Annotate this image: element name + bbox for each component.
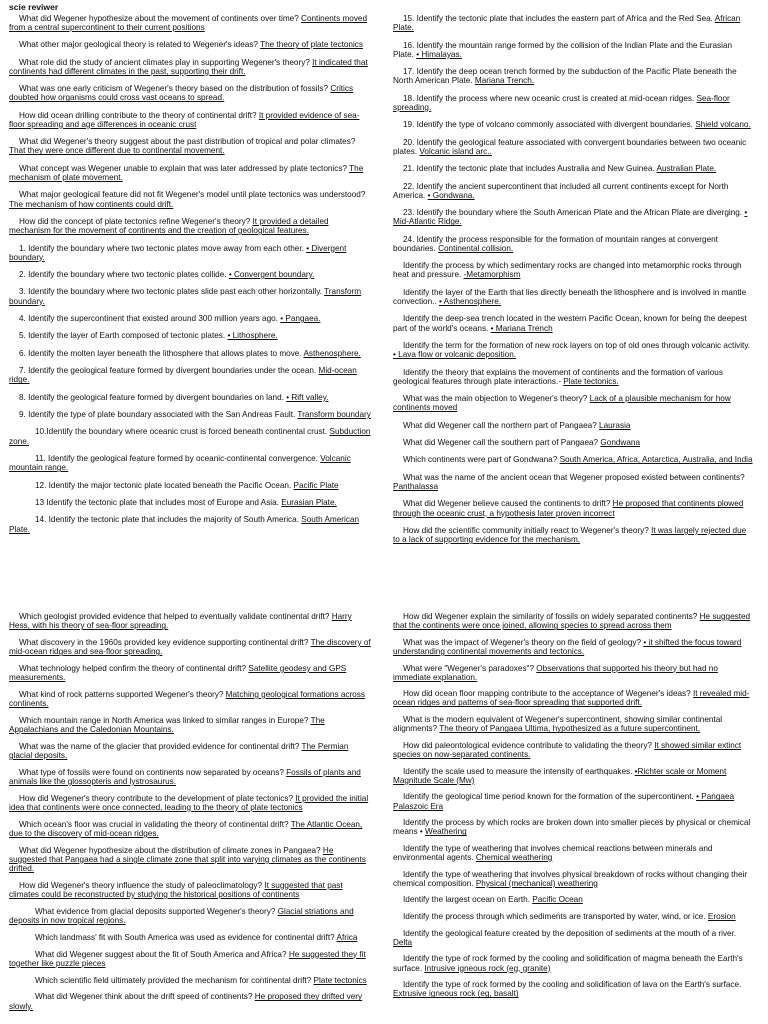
question-text: What was the impact of Wegener's theory on the field of geology? [403, 637, 642, 647]
answer-text: Glacial striations and deposits in now tropical regions. [9, 906, 354, 926]
column-4 [393, 612, 755, 1006]
question-item [9, 976, 371, 985]
question-item [393, 870, 755, 888]
question-text: Which scientific field ultimately provided the mechanism for continental drift? [35, 975, 312, 985]
question-text: 14. Identify the tectonic plate that includes the majority of South America. [35, 515, 299, 525]
question-item [393, 368, 755, 386]
question-text: How did the concept of plate tectonics refine Wegener's theory? [19, 216, 251, 226]
question-item [9, 427, 371, 445]
answer-text: It revealed mid-ocean ridges and patterns of sea-floor spreading that supported drift. [393, 689, 750, 708]
question-item [9, 881, 371, 899]
question-item [393, 394, 755, 412]
question-item [9, 481, 371, 490]
question-item [9, 742, 371, 760]
question-item [9, 349, 371, 358]
answer-text: Lack of a plausible mechanism for how continents moved [393, 394, 731, 413]
answer-text: The Appalachians and the Caledonian Mountains. [9, 715, 325, 735]
answer-text: • Pangaea Palaszoic Era [393, 792, 735, 811]
question-text: 18. Identify the process where new oceanic crust is created at mid-ocean ridges. [403, 93, 695, 103]
question-item [393, 455, 755, 464]
question-text: What did Wegener suggest about the fit of South America and Africa? [35, 949, 287, 959]
question-text: 21. Identify the tectonic plate that includes Australia and New Guinea. [403, 164, 655, 174]
question-text: 9. Identify the type of plate boundary associated with the San Andreas Fault. [19, 410, 296, 420]
question-text: 1. Identify the boundary where two tectonic plates move away from each other. [19, 243, 304, 253]
question-text: How did Wegener explain the similarity of fossils on widely separated continents? [403, 612, 698, 621]
question-text: 7. Identify the geological feature formed by divergent boundaries under the ocean. [19, 366, 317, 376]
question-text: What discovery in the 1960s provided key evidence supporting continental drift? [19, 637, 309, 647]
question-text: 15. Identify the tectonic plate that includes the eastern part of Africa and the Red Sea. [403, 14, 713, 23]
answer-text: Observations that supported his theory but had no immediate explanation. [393, 663, 718, 682]
answer-text: Shield volcano. [695, 120, 751, 130]
answer-text: Pacific Ocean [532, 895, 583, 905]
question-item [9, 950, 371, 968]
answer-text: It showed similar extinct species on now-separated continents. [393, 740, 742, 760]
question-item [9, 111, 371, 129]
question-item [9, 270, 371, 279]
question-item [9, 515, 371, 533]
question-item [9, 314, 371, 323]
question-item [393, 438, 755, 447]
question-item [9, 84, 371, 102]
question-item [393, 288, 755, 306]
question-item [393, 715, 755, 733]
question-text: Identify the layer of the Earth that lies directly beneath the lithosphere and is involved in mantle convection.. [393, 287, 747, 306]
answer-text: It was largely rejected due to a lack of supporting evidence for the mechanism. [393, 525, 747, 545]
question-item [393, 120, 755, 129]
question-text: What did Wegener's theory suggest about the past distribution of tropical and polar climates? [19, 137, 356, 147]
question-text: 20. Identify the geological feature associated with convergent boundaries between two oceanic plates. [393, 137, 747, 156]
question-text: What did Wegener call the southern part of Pangaea? [403, 438, 599, 447]
question-item [9, 498, 371, 507]
question-text: 6. Identify the molten layer beneath the lithosphere that allows plates to move. [19, 348, 302, 358]
question-item [393, 314, 755, 332]
question-text: Identify the type of weathering that involves chemical reactions between minerals and environmental agents. [393, 843, 713, 863]
answer-text: Erosion [707, 912, 736, 921]
answer-text: • Gondwana. [427, 190, 475, 200]
question-item [9, 933, 371, 942]
answer-text: He proposed they drifted very slowly. [9, 992, 363, 1011]
question-text: Identify the process by which rocks are broken down into smaller pieces by physical or chemical means • [393, 818, 751, 837]
question-text: How did ocean floor mapping contribute to the acceptance of Wegener's ideas? [403, 689, 691, 699]
answer-text: Continents moved from a central supercontinent to their current positions [9, 13, 368, 32]
question-item [393, 912, 755, 921]
answer-text: • Mariana Trench [490, 323, 553, 333]
answer-text: Critics doubted how organisms could cross vast oceans to spread. [9, 84, 354, 103]
question-text: 13 Identify the tectonic plate that includes most of Europe and Asia. [35, 497, 279, 507]
column-1 [9, 3, 371, 542]
answer-text: South American Plate. [9, 515, 360, 534]
question-item [393, 638, 755, 656]
question-text: What did Wegener hypothesize about the movement of continents over time? [19, 13, 299, 23]
answer-text: Transform boundary. [9, 287, 362, 306]
answer-text: Transform boundary [297, 410, 371, 420]
answer-text: -Metamorphism [463, 270, 521, 280]
answer-text: Volcanic mountain range. [9, 454, 351, 473]
answer-text: Gondwana [600, 438, 640, 447]
answer-text: • Himalayas. [416, 49, 462, 59]
question-text: 19. Identify the type of volcano commonly associated with divergent boundaries. [403, 120, 693, 130]
answer-text: The Atlantic Ocean, due to the discovery of mid-ocean ridges. [9, 819, 363, 838]
question-item [393, 689, 755, 707]
answer-text: Physical (mechanical) weathering [475, 878, 598, 888]
answer-text: The Permian glacial deposits. [9, 741, 349, 761]
question-item [9, 164, 371, 182]
question-text: Identify the theory that explains the movement of continents and the formation of various geological features through plate interactions.- [393, 367, 723, 386]
question-text: What was the name of the ancient ocean that Wegener proposed existed between continents? [403, 472, 745, 482]
answer-text: The theory of plate tectonics [260, 40, 363, 50]
answer-text: •Richter scale or Moment Magnitude Scale (Mw) [393, 766, 727, 785]
question-text: Identify the term for the formation of new rock layers on top of old ones through volcanic activity. [403, 340, 751, 350]
question-text: What major geological feature did not fit Wegener's model until plate tectonics was understood? [19, 190, 366, 200]
answer-text: Mariana Trench. [474, 76, 535, 86]
question-text: What role did the study of ancient climates play in supporting Wegener's theory? [19, 57, 310, 67]
question-text: 22. Identify the ancient supercontinent that included all current continents except for North America. [393, 181, 729, 200]
question-item [393, 473, 755, 491]
question-text: 24. Identify the process responsible for the formation of mountain ranges at convergent boundaries. [393, 234, 718, 253]
question-item [9, 794, 371, 812]
question-text: What did Wegener think about the drift speed of continents? [35, 992, 253, 1002]
question-text: 5. Identify the layer of Earth composed of tectonic plates. [19, 331, 226, 341]
answer-text: Africa [336, 932, 358, 942]
question-text: What other major geological theory is related to Wegener's ideas? [19, 40, 258, 50]
answer-text: • it shifted the focus toward understanding continental movements and tectonics. [393, 637, 742, 656]
question-text: 10.Identify the boundary where oceanic crust is forced beneath continental crust. [35, 427, 328, 437]
question-item [9, 217, 371, 235]
question-item [9, 14, 371, 32]
question-item [393, 41, 755, 59]
answer-text: African Plate. [393, 14, 741, 33]
question-item [393, 526, 755, 544]
answer-text: The mechanism of plate movement. [9, 163, 364, 182]
answer-text: The discovery of mid-ocean ridges and sea-floor spreading. [9, 637, 371, 657]
question-item [9, 768, 371, 786]
question-text: 8. Identify the geological feature formed by divergent boundaries on land. [19, 392, 284, 402]
answer-text: Mid-ocean ridge. [9, 366, 357, 385]
answer-text: Harry Hess, with his theory of sea-floor spreading. [9, 612, 352, 631]
column-2 [393, 14, 755, 552]
page-title: scie reviwer [9, 2, 59, 12]
question-text: Identify the geological feature created by the deposition of sediments at the mouth of a river. [403, 928, 737, 938]
question-item [393, 818, 755, 836]
question-item [9, 58, 371, 76]
question-text: Identify the type of rock formed by the cooling and solidification of lava on the Earth's surface. [403, 980, 742, 990]
question-item [9, 992, 371, 1010]
answer-text: Delta [393, 937, 413, 947]
question-text: Which geologist provided evidence that helped to eventually validate continental drift? [19, 612, 330, 621]
question-item [9, 638, 371, 656]
question-item [9, 907, 371, 925]
question-item [393, 844, 755, 862]
question-text: What did Wegener believe caused the continents to drift? [403, 499, 611, 509]
question-text: Identify the type of weathering that involves physical breakdown of rocks without changing their chemical composition. [393, 869, 748, 888]
answer-text: Panthalassa [393, 481, 439, 491]
question-item [393, 954, 755, 972]
question-item [9, 244, 371, 262]
answer-text: He suggested they fit together like puzzle pieces [9, 949, 366, 968]
question-text: Identify the deep-sea trench located in the western Pacific Ocean, known for being the deepest part of the world's oceans. [393, 314, 747, 333]
question-item [393, 664, 755, 682]
answer-text: • Rift valley. [286, 392, 329, 402]
answer-text: Chemical weathering [475, 853, 553, 863]
question-item [393, 14, 755, 32]
answer-text: The mechanism of how continents could drift. [9, 199, 174, 209]
question-text: What did Wegener hypothesize about the distribution of climate zones in Pangaea? [19, 845, 321, 855]
answer-text: • Lava flow or volcanic deposition. [393, 350, 517, 360]
question-item [9, 331, 371, 340]
question-text: Which mountain range in North America was linked to similar ranges in Europe? [19, 715, 309, 725]
answer-text: Intrusive igneous rock (eg, granite) [424, 963, 551, 973]
question-text: Identify the type of rock formed by the cooling and solidification of magma beneath the Earth's surface. [393, 954, 743, 973]
question-item [393, 792, 755, 810]
answer-text: Plate tectonics. [563, 376, 619, 386]
question-text: 17. Identify the deep ocean trench formed by the subduction of the Pacific Plate beneath the North American Plate. [393, 67, 737, 86]
question-text: How did the scientific community initially react to Wegener's theory? [403, 525, 649, 535]
question-text: How did ocean drilling contribute to the theory of continental drift? [19, 110, 257, 120]
question-text: How did Wegener's theory contribute to the development of plate tectonics? [19, 793, 294, 803]
question-text: What were "Wegener's paradoxes"? [403, 663, 535, 673]
answer-text: South America, Africa, Antarctica, Australia, and India [559, 455, 753, 465]
question-text: Which continents were part of Gondwana? [403, 455, 558, 465]
question-text: What was one early criticism of Wegener's theory based on the distribution of fossils? [19, 84, 329, 94]
question-item [9, 137, 371, 155]
question-item [393, 164, 755, 173]
question-item [393, 741, 755, 759]
question-item [9, 664, 371, 682]
question-text: What concept was Wegener unable to explain that was later addressed by plate tectonics? [19, 163, 347, 173]
question-text: How did Wegener's theory influence the study of paleoclimatology? [19, 880, 263, 890]
answer-text: He suggested that Pangaea had a single climate zone that split into varying climates as the continents drifted. [9, 845, 366, 874]
question-item [393, 208, 755, 226]
question-text: What is the modern equivalent of Wegener's supercontinent, showing similar continental alignments? [393, 715, 723, 734]
answer-text: Volcanic island arc.. [419, 146, 492, 156]
question-item [9, 190, 371, 208]
question-text: What type of fossils were found on continents now separated by oceans? [19, 767, 284, 777]
question-text: What was the name of the glacier that provided evidence for continental drift? [19, 741, 300, 751]
question-item [393, 138, 755, 156]
question-item [9, 410, 371, 419]
answer-text: Laurasia [599, 420, 631, 430]
question-item [393, 499, 755, 517]
question-text: 16. Identify the mountain range formed by the collision of the Indian Plate and the Eurasian Plate. [393, 40, 733, 59]
answer-text: Satellite geodesy and GPS measurements. [9, 663, 347, 683]
answer-text: Eurasian Plate. [281, 497, 337, 507]
answer-text: • Divergent boundary. [9, 243, 347, 262]
question-text: What did Wegener call the northern part of Pangaea? [403, 420, 597, 430]
question-text: 2. Identify the boundary where two tectonic plates collide. [19, 270, 227, 280]
question-item [393, 94, 755, 112]
answer-text: That they were once different due to continental movement. [9, 146, 225, 156]
answer-text: The theory of Pangaea Ultima, hypothesized as a future supercontinent. [439, 724, 701, 734]
answer-text: It suggested that past climates could be reconstructed by studying the historical positions of continents [9, 880, 343, 900]
question-item [393, 929, 755, 947]
answer-text: Australian Plate. [656, 164, 717, 174]
question-item [393, 612, 755, 630]
answer-text: It provided evidence of sea-floor spreading and age differences in oceanic crust [9, 110, 360, 129]
question-text: 3. Identify the boundary where two tectonic plates slide past each other horizontally. [19, 287, 322, 297]
question-item [9, 454, 371, 472]
answer-text: • Asthenosphere. [438, 297, 502, 306]
question-text: Identify the process through which sediments are transported by water, wind, or ice. [403, 912, 706, 921]
answer-text: Subduction zone. [9, 427, 371, 446]
answer-text: It provided the initial idea that continents were once connected, leading to the theory of plate tectonics [9, 793, 369, 812]
question-text: 23. Identify the boundary where the South American Plate and the African Plate are diverging. [403, 208, 743, 218]
question-item [9, 690, 371, 708]
answer-text: Extrusive igneous rock (eg, basalt) [393, 989, 519, 999]
question-item [393, 980, 755, 998]
answer-text: It indicated that continents had different climates in the past, supporting their drift. [9, 57, 368, 76]
question-item [9, 716, 371, 734]
question-text: Which ocean's floor was crucial in validating the theory of continental drift? [19, 819, 289, 829]
column-3 [9, 612, 371, 1018]
question-item [9, 40, 371, 49]
answer-text: Sea-floor spreading. [393, 93, 730, 112]
question-text: 4. Identify the supercontinent that existed around 300 million years ago. [19, 314, 278, 323]
question-text: Identify the largest ocean on Earth. [403, 895, 530, 905]
answer-text: Weathering [425, 827, 467, 837]
question-item [393, 341, 755, 359]
question-text: Identify the geological time period known for the formation of the supercontinent. [403, 792, 694, 802]
answer-text: • Convergent boundary. [228, 270, 315, 280]
question-item [393, 235, 755, 253]
question-item [9, 820, 371, 838]
answer-text: Pacific Plate [293, 480, 339, 490]
answer-text: It provided a detailed mechanism for the movement of continents and the creation of geological features. [9, 216, 329, 236]
question-item [393, 182, 755, 200]
question-item [393, 421, 755, 430]
question-item [9, 846, 371, 874]
answer-text: He proposed that continents plowed through the oceanic crust, a hypothesis later proven incorrect [393, 499, 744, 518]
answer-text: Continental collision. [438, 243, 514, 253]
question-text: 11. Identify the geological feature formed by oceanic-continental convergence. [35, 454, 318, 463]
answer-text: Plate tectonics [313, 975, 367, 985]
question-text: 12. Identify the major tectonic plate located beneath the Pacific Ocean. [35, 480, 292, 490]
answer-text: Asthenosphere. [303, 348, 361, 358]
question-text: How did paleontological evidence contribute to validating the theory? [403, 740, 652, 750]
answer-text: • Lithosphere. [227, 331, 278, 341]
question-item [9, 612, 371, 630]
question-text: What was the main objection to Wegener's theory? [403, 394, 588, 404]
question-item [9, 366, 371, 384]
answer-text: • Pangaea. [280, 314, 321, 323]
question-text: What technology helped confirm the theory of continental drift? [19, 663, 247, 673]
question-item [393, 261, 755, 279]
question-item [393, 895, 755, 904]
answer-text: Matching geological formations across continents. [9, 689, 365, 709]
answer-text: Fossils of plants and animals like the glossopteris and lystrosaurus. [9, 767, 361, 786]
question-text: What evidence from glacial deposits supported Wegener's theory? [35, 906, 276, 916]
question-text: Identify the process by which sedimentary rocks are changed into metamorphic rocks through heat and pressure. [393, 261, 742, 280]
question-text: Which landmass' fit with South America was used as evidence for continental drift? [35, 932, 335, 942]
question-item [393, 67, 755, 85]
question-text: What kind of rock patterns supported Wegener's theory? [19, 689, 224, 699]
answer-text: • Mid-Atlantic Ridge. [393, 208, 748, 227]
answer-text: He suggested that the continents were once joined, allowing species to spread across them [393, 612, 751, 631]
question-item [393, 767, 755, 785]
question-item [9, 393, 371, 402]
question-item [9, 287, 371, 305]
question-text: Identify the scale used to measure the intensity of earthquakes. [403, 766, 633, 776]
